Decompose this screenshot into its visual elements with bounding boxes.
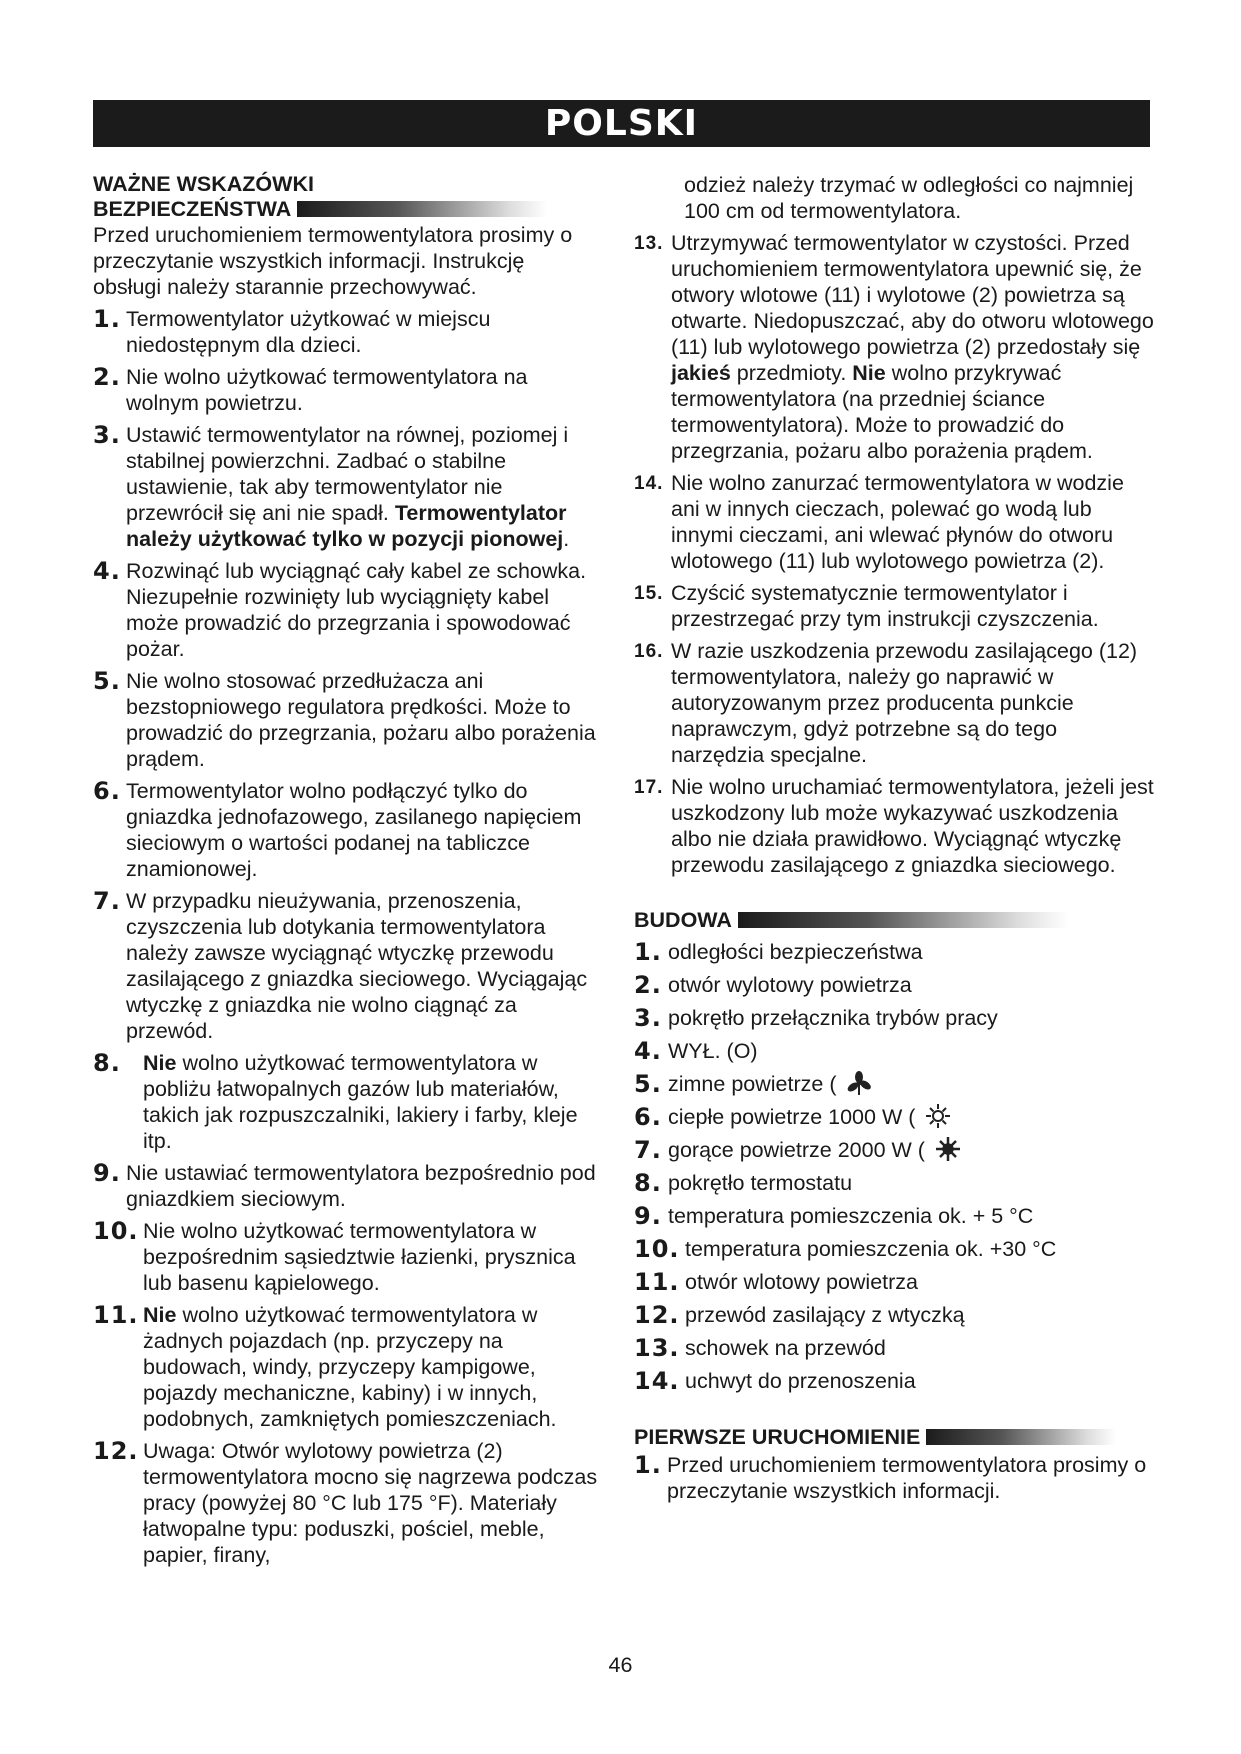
safety-heading-line2: BEZPIECZEŃSTWA bbox=[93, 197, 292, 221]
list-item: 11. Nie wolno użytkować termowentylatora w żadnych pojazdach (np. przyczepy na budowach, windy, przyczepy kampigowe, pojazdy mechaniczne, kabiny) i w innych, podobnych, zamkniętych pomieszczeniach. bbox=[93, 1301, 557, 1431]
list-item: 15. Czyścić systematycznie termowentylator i przestrzegać przy tym instrukcji czyszczenia. bbox=[634, 581, 1099, 631]
safety-heading bbox=[93, 172, 598, 222]
list-item: 14. uchwyt do przenoszenia bbox=[634, 1367, 916, 1395]
list-item: 6. ciepłe powietrze 1000 W ( bbox=[634, 1103, 1154, 1131]
right-column bbox=[634, 172, 1154, 1504]
heading-bar bbox=[926, 1429, 1116, 1445]
left-column bbox=[93, 172, 598, 1568]
list-item: 13. schowek na przewód bbox=[634, 1334, 886, 1362]
heat-low-icon bbox=[925, 1103, 951, 1129]
list-item: 5. zimne powietrze ( bbox=[634, 1070, 1154, 1098]
heading-bar bbox=[297, 201, 547, 217]
list-item: 16. W razie uszkodzenia przewodu zasilającego (12) termowentylatora, należy go naprawić w autoryzowanym przez producenta punkcie naprawczym, gdyż potrzebne są do tego narzędzia specjalne. bbox=[634, 639, 1138, 767]
list-item: 4. WYŁ. (O) bbox=[634, 1037, 758, 1065]
list-item: 2. otwór wylotowy powietrza bbox=[634, 971, 912, 999]
list-item: 14. Nie wolno zanurzać termowentylatora w wodzie ani w innych cieczach, polewać go wodą lub innymi cieczami, ani wlewać płynów do otworu wlotowego (11) lub wylotowego powietrza (2). bbox=[634, 471, 1124, 573]
list-item: 1. odległości bezpieczeństwa bbox=[634, 938, 923, 966]
list-item: 12. przewód zasilający z wtyczką bbox=[634, 1301, 965, 1329]
list-item: 4. Rozwinąć lub wyciągnąć cały kabel ze schowka. Niezupełnie rozwinięty lub wyciągnięty kabel może prowadzić do przegrzania i spowodować pożar. bbox=[93, 557, 587, 661]
safety-intro: Przed uruchomieniem termowentylatora prosimy o przeczytanie wszystkich informacji. Instrukcję obsługi należy starannie przechowywać. bbox=[93, 223, 573, 299]
page-number: 46 bbox=[608, 1653, 633, 1677]
list-item: 9. Nie ustawiać termowentylatora bezpośrednio pod gniazdkiem sieciowym. bbox=[93, 1159, 596, 1211]
list-item: 1. Termowentylator użytkować w miejscu niedostępnym dla dzieci. bbox=[93, 305, 491, 357]
heading-bar bbox=[738, 912, 1068, 928]
list-item: 10. Nie wolno użytkować termowentylatora w bezpośrednim sąsiedztwie łazienki, prysznica lub basenu kąpielowego. bbox=[93, 1217, 576, 1295]
list-item: 8. Nie wolno użytkować termowentylatora w pobliżu łatwopalnych gazów lub materiałów, takich jak rozpuszczalniki, lakiery i farby, kleje itp. bbox=[93, 1049, 578, 1153]
first-use-heading: PIERWSZE URUCHOMIENIE bbox=[634, 1425, 1154, 1450]
list-item: 3. Ustawić termowentylator na równej, poziomej i stabilnej powierzchni. Zadbać o stabilne ustawienie, tak aby termowentylator nie przewrócił się ani nie spadł. Termowentylator należy użytkować tylko w pozycji pionowej. bbox=[93, 421, 570, 551]
list-item: 3. pokrętło przełącznika trybów pracy bbox=[634, 1004, 998, 1032]
budowa-list bbox=[634, 938, 1154, 1395]
budowa-heading: BUDOWA bbox=[634, 908, 1154, 933]
list-item: 6. Termowentylator wolno podłączyć tylko do gniazdka jednofazowego, zasilanego napięciem sieciowym o wartości podanej na tabliczce znamionowej. bbox=[93, 777, 582, 881]
heat-high-icon bbox=[935, 1136, 961, 1162]
list-item: 7. W przypadku nieużywania, przenoszenia, czyszczenia lub dotykania termowentylatora należy zawsze wyciągnąć wtyczkę przewodu zasilającego z gniazdka sieciowego. Wyciągając wtyczkę z gniazdka nie wolno ciągnąć za przewód. bbox=[93, 887, 588, 1043]
list-item: 2. Nie wolno użytkować termowentylatora na wolnym powietrzu. bbox=[93, 363, 528, 415]
list-item: 17. Nie wolno uruchamiać termowentylatora, jeżeli jest uszkodzony lub może wykazywać uszkodzenia albo nie działa prawidłowo. Wyciągnąć wtyczkę przewodu zasilającego z gniazdka sieciowego. bbox=[634, 775, 1154, 877]
fan-icon bbox=[846, 1070, 872, 1096]
list-item: 8. pokrętło termostatu bbox=[634, 1169, 853, 1197]
list-item: 12. Uwaga: Otwór wylotowy powietrza (2) termowentylatora mocno się nagrzewa podczas pracy (powyżej 80 °C lub 175 °F). Materiały łatwopalne typu: poduszki, pościel, meble, papier, firany, bbox=[93, 1437, 598, 1567]
list-item: 10. temperatura pomieszczenia ok. +30 °C bbox=[634, 1235, 1057, 1263]
list-item: 9. temperatura pomieszczenia ok. + 5 °C bbox=[634, 1202, 1034, 1230]
list-item: 5. Nie wolno stosować przedłużacza ani bezstopniowego regulatora prędkości. Może to prowadzić do przegrzania, pożaru albo porażenia prądem. bbox=[93, 667, 596, 771]
list-item: 7. gorące powietrze 2000 W ( bbox=[634, 1136, 1154, 1164]
list-item: 1. Przed uruchomieniem termowentylatora prosimy o przeczytanie wszystkich informacji. bbox=[634, 1451, 1147, 1503]
continuation-text: odzież należy trzymać w odległości co najmniej 100 cm od termowentylatora. bbox=[684, 173, 1134, 223]
safety-heading-line1: WAŻNE WSKAZÓWKI bbox=[93, 172, 314, 196]
list-item: 11. otwór wlotowy powietrza bbox=[634, 1268, 919, 1296]
language-banner: POLSKI bbox=[93, 100, 1150, 147]
list-item: 13. Utrzymywać termowentylator w czystości. Przed uruchomieniem termowentylatora upewnić się, że otwory wlotowe (11) i wylotowe (2) powietrza są otwarte. Niedopuszczać, aby do otworu wlotowego (11) lub wylotowego powietrza (2) przedostały się jakieś przedmioty. Nie wolno przykrywać termowentylatora (na przedniej ściance termowentylatora). Może to prowadzić do przegrzania, pożaru albo porażenia prądem. bbox=[634, 231, 1154, 463]
